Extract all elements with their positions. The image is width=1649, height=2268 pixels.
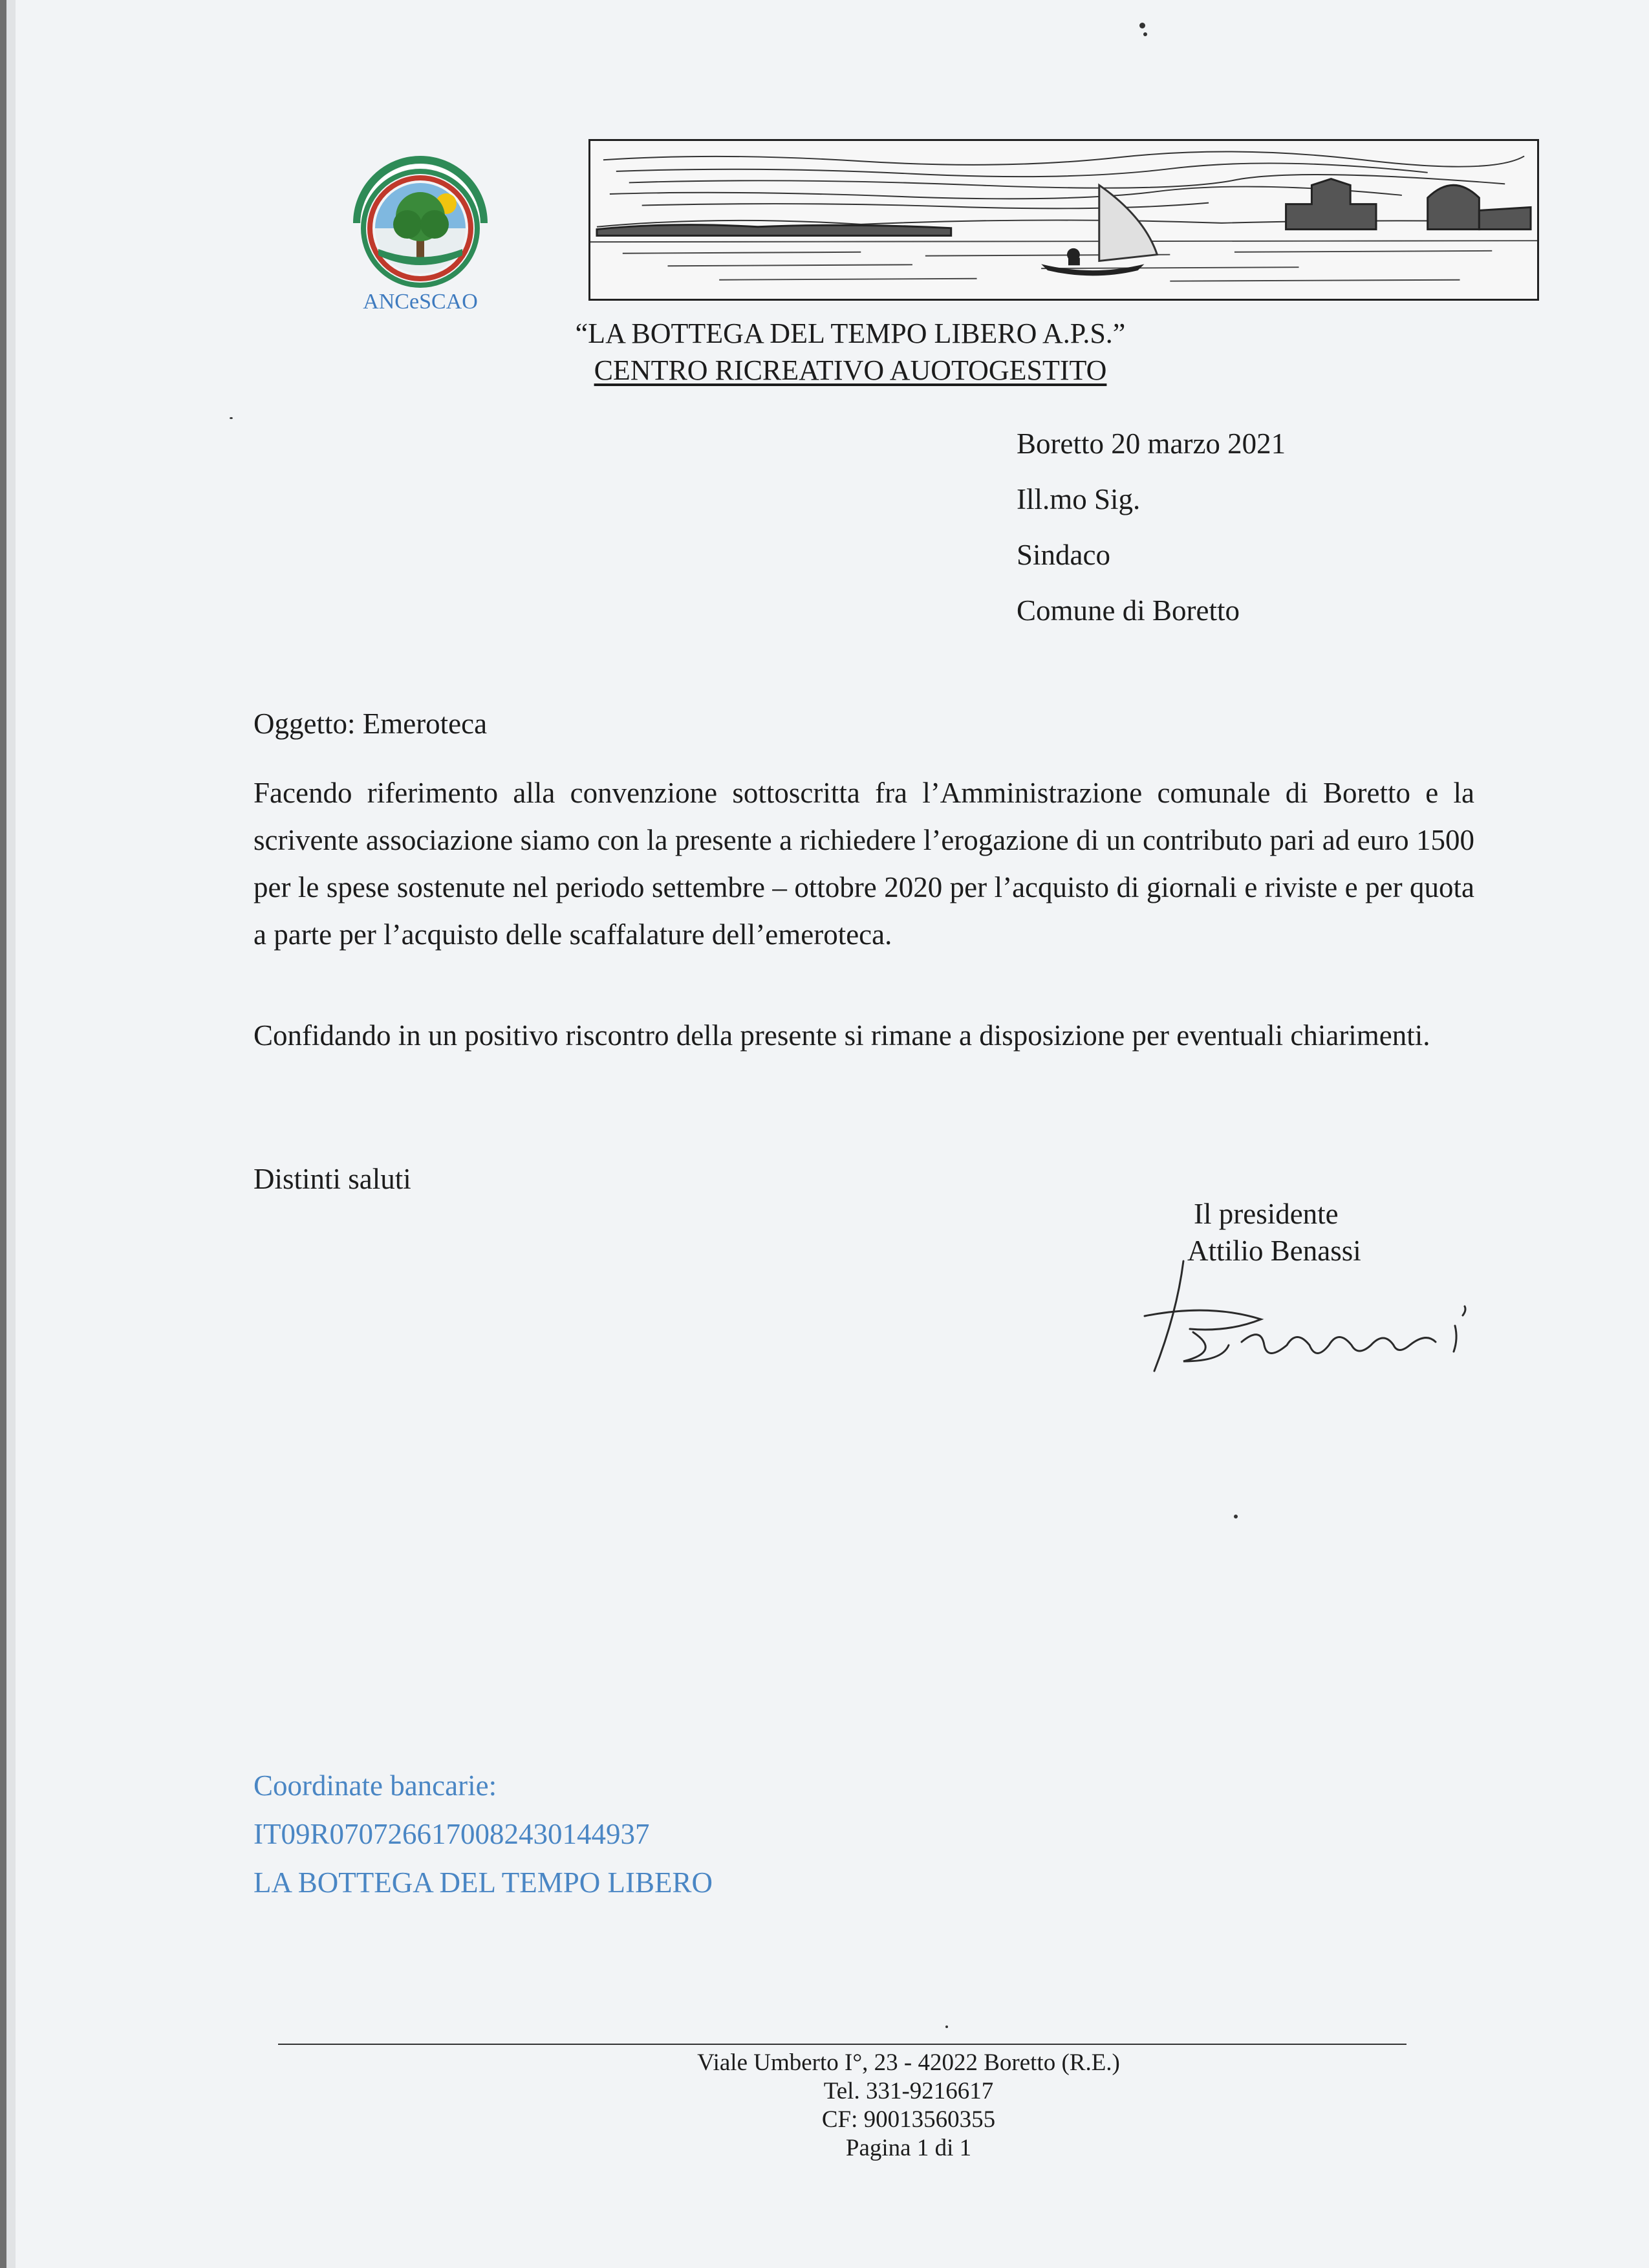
association-name: “LA BOTTEGA DEL TEMPO LIBERO A.P.S.” <box>575 318 1126 349</box>
scan-speck <box>1139 23 1145 28</box>
footer-phone: Tel. 331-9216617 <box>823 2078 994 2104</box>
footer-divider <box>278 2044 1406 2045</box>
river-landscape-illustration <box>588 139 1539 301</box>
footer-page-number: Pagina 1 di 1 <box>845 2135 972 2161</box>
recipient-role: Sindaco <box>1017 539 1110 571</box>
bank-details-label: Coordinate bancarie: <box>253 1769 497 1802</box>
footer-fiscal-code: CF: 90013560355 <box>821 2106 996 2133</box>
signatory-name: Attilio Benassi <box>1187 1235 1361 1267</box>
center-subtitle-text: CENTRO RICREATIVO AUOTOGESTITO <box>594 354 1107 386</box>
letter-date: Boretto 20 marzo 2021 <box>1017 427 1286 460</box>
body-paragraph-1: Facendo riferimento alla convenzione sottoscritta fra l’Amministrazione comunale di Boretto e la scrivente associazione siamo con la presente a richiedere l’erogazione di un contributo pari ad euro 1500 per le spese sostenute nel periodo settembre – ottobre 2020 per l’acquisto di giornali e riviste e per quota a parte per l’acquisto delle scaffalature dell’emeroteca. <box>253 777 1474 951</box>
logo-label: ANCeSCAO <box>363 290 478 314</box>
body-paragraph-2: Confidando in un positivo riscontro della presente si rimane a disposizione per eventuali chiarimenti. <box>253 1019 1430 1052</box>
scan-speck <box>945 2025 948 2028</box>
recipient-salutation: Ill.mo Sig. <box>1017 483 1141 515</box>
handwritten-signature <box>1132 1248 1494 1390</box>
signatory-title: Il presidente <box>1194 1198 1339 1230</box>
bank-iban: IT09R0707266170082430144937 <box>253 1818 650 1850</box>
recipient-institution: Comune di Boretto <box>1017 594 1240 627</box>
footer-address: Viale Umberto I°, 23 - 42022 Boretto (R.E.) <box>697 2049 1120 2076</box>
bank-account-holder: LA BOTTEGA DEL TEMPO LIBERO <box>253 1866 713 1899</box>
center-subtitle <box>0 354 1649 387</box>
letter-subject: Oggetto: Emeroteca <box>253 707 488 740</box>
scan-speck <box>1234 1515 1238 1518</box>
scan-speck <box>230 417 233 419</box>
scan-speck <box>1143 32 1147 36</box>
closing-greeting: Distinti saluti <box>253 1163 411 1195</box>
